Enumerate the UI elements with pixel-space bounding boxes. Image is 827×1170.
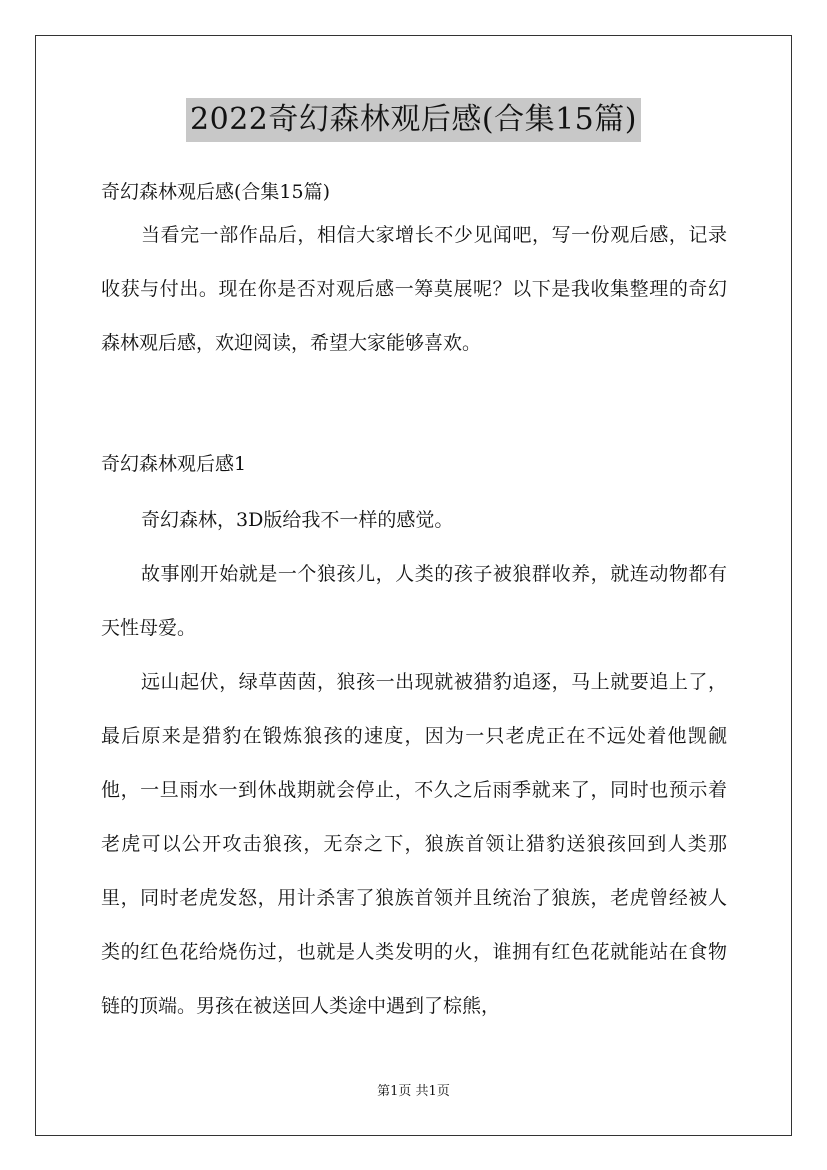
document-title: 2022奇幻森林观后感(合集15篇) <box>186 98 641 142</box>
document-subtitle: 奇幻森林观后感(合集15篇) <box>101 181 331 203</box>
section-heading: 奇幻森林观后感1 <box>101 453 247 475</box>
page-number-footer: 第1页 共1页 <box>377 1084 450 1099</box>
body-paragraph: 故事刚开始就是一个狼孩儿，人类的孩子被狼群收养，就连动物都有天性母爱。 <box>101 563 727 639</box>
intro-paragraph: 当看完一部作品后，相信大家增长不少见闻吧，写一份观后感，记录收获与付出。现在你是否对观后感一筹莫展呢？以下是我收集整理的奇幻森林观后感，欢迎阅读，希望大家能够喜欢。 <box>101 224 727 354</box>
body-paragraph: 远山起伏，绿草茵茵，狼孩一出现就被猎豹追逐，马上就要追上了，最后原来是猎豹在锻炼狼孩的速度，因为一只老虎正在不远处着他觊觎他，一旦雨水一到休战期就会停止，不久之后雨季就来了，同时也预示着老虎可以公开攻击狼孩，无奈之下，狼族首领让猎豹送狼孩回到人类那里，同时老虎发怒，用计杀害了狼族首领并且统治了狼族，老虎曾经被人类的红色花给烧伤过，也就是人类发明的火，谁拥有红色花就能站在食物链的顶端。男孩在被送回人类途中遇到了棕熊， <box>101 671 727 1017</box>
title-container <box>0 98 827 142</box>
body-paragraph: 奇幻森林，3D版给我不一样的感觉。 <box>141 509 454 531</box>
